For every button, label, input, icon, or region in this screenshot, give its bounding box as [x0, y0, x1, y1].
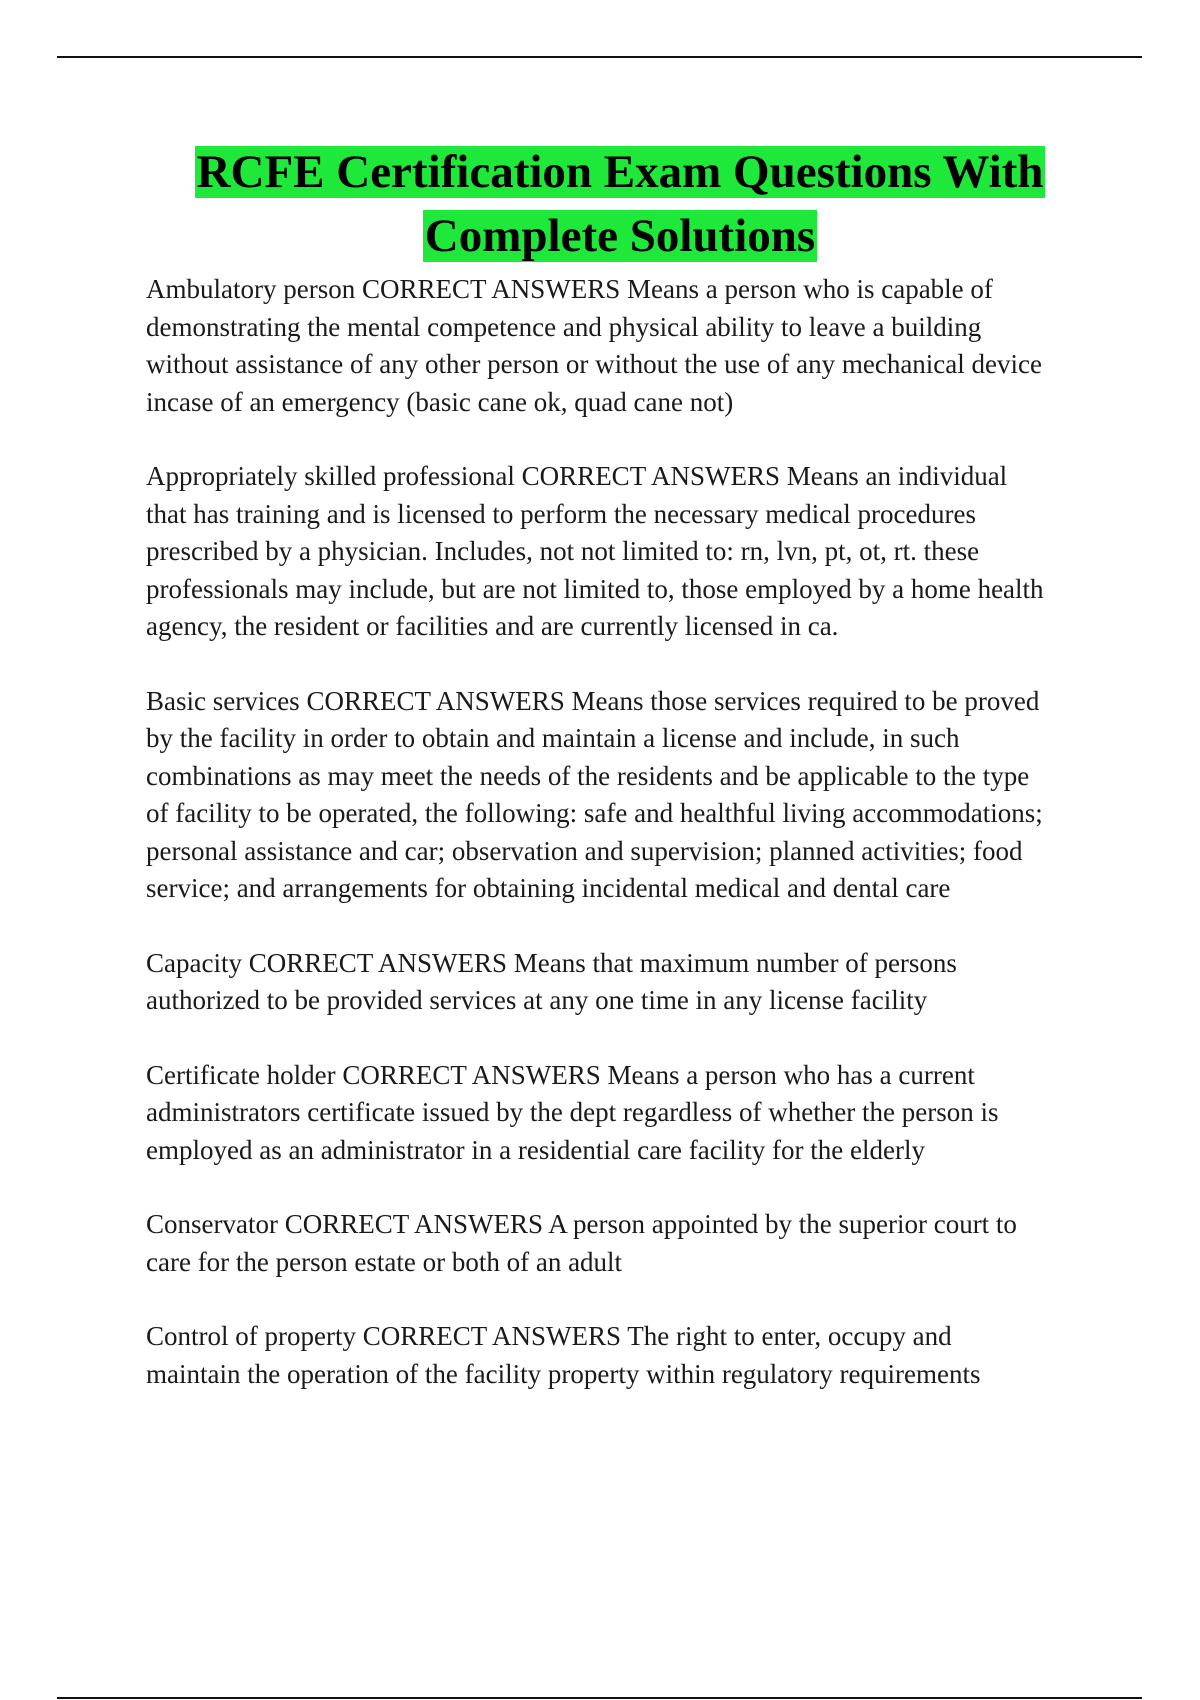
page-title: [60, 140, 1180, 268]
entry-line: Appropriately skilled professional CORRECT ANSWERS Means an individual: [146, 461, 1008, 491]
entry-line: authorized to be provided services at any one time in any license facility: [146, 985, 928, 1015]
title-line-1: RCFE Certification Exam Questions With: [196, 146, 1044, 198]
entry-line: without assistance of any other person or without the use of any mechanical device: [146, 349, 1042, 379]
entry-line: maintain the operation of the facility property within regulatory requirements: [146, 1358, 981, 1389]
definition-conservator: [146, 1206, 1096, 1281]
entry-line: care for the person estate or both of an adult: [146, 1246, 623, 1277]
entry-line: Ambulatory person CORRECT ANSWERS Means a person who is capable of: [146, 274, 993, 304]
definitions-list: [146, 271, 1096, 1430]
entry-line: administrators certificate issued by the dept regardless of whether the person is: [146, 1097, 999, 1127]
entry-line: Conservator CORRECT ANSWERS A person appointed by the superior court to: [146, 1209, 1017, 1239]
entry-line: Capacity CORRECT ANSWERS Means that maximum number of persons: [146, 947, 957, 978]
entry-line: combinations as may meet the needs of the residents and be applicable to the type: [146, 760, 1030, 791]
definition-certificate-holder: [146, 1057, 1096, 1170]
entry-line: Certificate holder CORRECT ANSWERS Means a person who has a current: [146, 1059, 975, 1090]
entry-line: prescribed by a physician. Includes, not not limited to: rn, lvn, pt, ot, rt. these: [146, 536, 980, 566]
definition-control-of-property: [146, 1318, 1096, 1393]
entry-line: professionals may include, but are not limited to, those employed by a home health: [146, 573, 1044, 604]
entry-line: by the facility in order to obtain and maintain a license and include, in such: [146, 723, 960, 753]
top-rule: [57, 56, 1142, 58]
definition-capacity: [146, 945, 1096, 1020]
entry-line: Basic services CORRECT ANSWERS Means those services required to be proved: [146, 685, 1040, 716]
definition-basic-services: [146, 683, 1096, 908]
entry-line: employed as an administrator in a residential care facility for the elderly: [146, 1134, 925, 1165]
entry-line: of facility to be operated, the following: safe and healthful living accommodations;: [146, 798, 1043, 828]
entry-line: that has training and is licensed to perform the necessary medical procedures: [146, 498, 976, 529]
entry-line: demonstrating the mental competence and physical ability to leave a building: [146, 311, 982, 342]
definition-appropriately-skilled-professional: [146, 458, 1096, 646]
entry-line: incase of an emergency (basic cane ok, quad cane not): [146, 386, 734, 417]
entry-line: service; and arrangements for obtaining incidental medical and dental care: [146, 873, 951, 903]
entry-line: personal assistance and car; observation and supervision; planned activities; food: [146, 835, 1023, 866]
entry-line: Control of property CORRECT ANSWERS The right to enter, occupy and: [146, 1321, 952, 1351]
definition-ambulatory-person: [146, 271, 1096, 421]
entry-line: agency, the resident or facilities and are currently licensed in ca.: [146, 611, 839, 641]
title-line-2: Complete Solutions: [424, 210, 816, 262]
bottom-rule: [57, 1697, 1142, 1699]
